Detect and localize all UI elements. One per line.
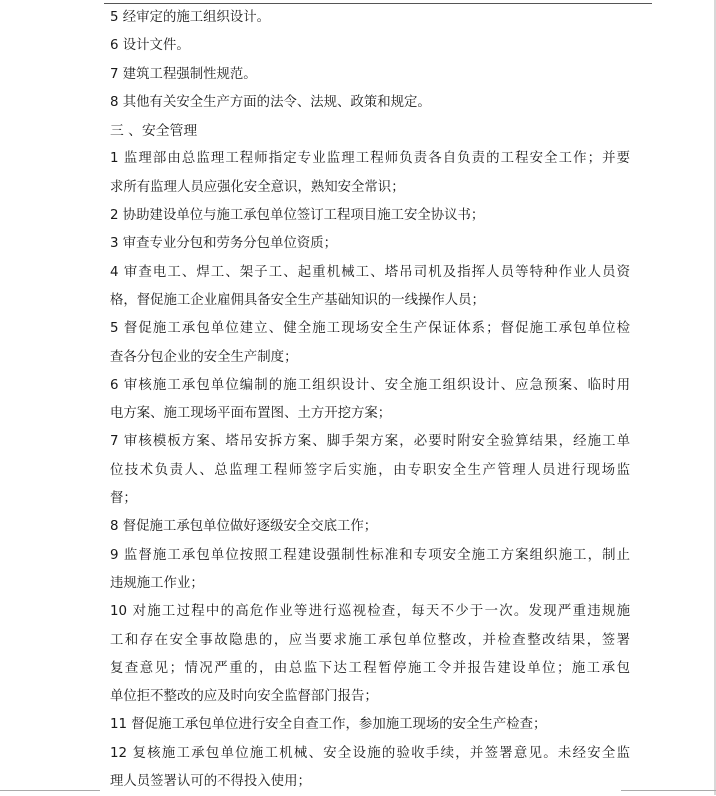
text-line: 9 监督施工承包单位按照工程建设强制性标准和专项安全施工方案组织施工，制止	[110, 547, 630, 563]
text-line: 电方案、施工现场平面布置图、土方开挖方案；	[110, 406, 392, 422]
text-line: 复查意见；情况严重的，由总监下达工程暂停施工令并报告建设单位；施工承包	[110, 660, 630, 676]
text-line: 6 设计文件。	[110, 38, 190, 54]
text-line: 1 监理部由总监理工程师指定专业监理工程师负责各自负责的工程安全工作；并要	[110, 151, 630, 167]
text-line: 理人员签署认可的不得投入使用；	[110, 774, 311, 790]
text-line: 8 其他有关安全生产方面的法令、法规、政策和规定。	[110, 94, 431, 110]
text-line: 4 审查电工、焊工、架子工、起重机械工、塔吊司机及指挥人员等特种作业人员资	[110, 264, 630, 280]
text-line: 12 复核施工承包单位施工机械、安全设施的验收手续，并签署意见。未经安全监	[110, 745, 630, 761]
text-line: 7 审核模板方案、塔吊安拆方案、脚手架方案，必要时附安全验算结果，经施工单	[110, 434, 630, 450]
text-line: 格，督促施工企业雇佣具备安全生产基础知识的一线操作人员；	[110, 292, 485, 308]
text-line: 2 协助建设单位与施工承包单位签订工程项目施工安全协议书；	[110, 208, 485, 224]
text-line: 7 建筑工程强制性规范。	[110, 66, 257, 82]
text-line: 求所有监理人员应强化安全意识，熟知安全常识；	[110, 179, 405, 195]
text-line: 8 督促施工承包单位做好逐级安全交底工作；	[110, 519, 378, 535]
text-line: 5 督促施工承包单位建立、健全施工现场安全生产保证体系；督促施工承包单位检	[110, 321, 630, 337]
text-line: 6 审核施工承包单位编制的施工组织设计、安全施工组织设计、应急预案、临时用	[110, 377, 630, 393]
text-line: 位技术负责人、总监理工程师签字后实施，由专职安全生产管理人员进行现场监	[110, 462, 630, 478]
text-line: 查各分包企业的安全生产制度；	[110, 349, 298, 365]
text-line: 10 对施工过程中的高危作业等进行巡视检查，每天不少于一次。发现严重违规施	[110, 604, 630, 620]
text-line: 3 审查专业分包和劳务分包单位资质；	[110, 236, 338, 252]
section-heading: 三 、安全管理	[110, 123, 198, 140]
text-line: 11 督促施工承包单位进行安全自查工作，参加施工现场的安全生产检查；	[110, 717, 547, 733]
document-body	[110, 4, 630, 796]
page-bottom-left-rule	[0, 790, 100, 791]
text-line: 单位拒不整改的应及时向安全监督部门报告；	[110, 689, 378, 705]
text-line: 督；	[110, 491, 137, 507]
text-line: 5 经审定的施工组织设计。	[110, 10, 271, 25]
text-line: 违规施工作业；	[110, 575, 204, 591]
text-line: 工和存在安全事故隐患的，应当要求施工承包单位整改，并检查整改结果，签署	[110, 632, 630, 648]
page-bottom-right-rule	[621, 790, 716, 791]
